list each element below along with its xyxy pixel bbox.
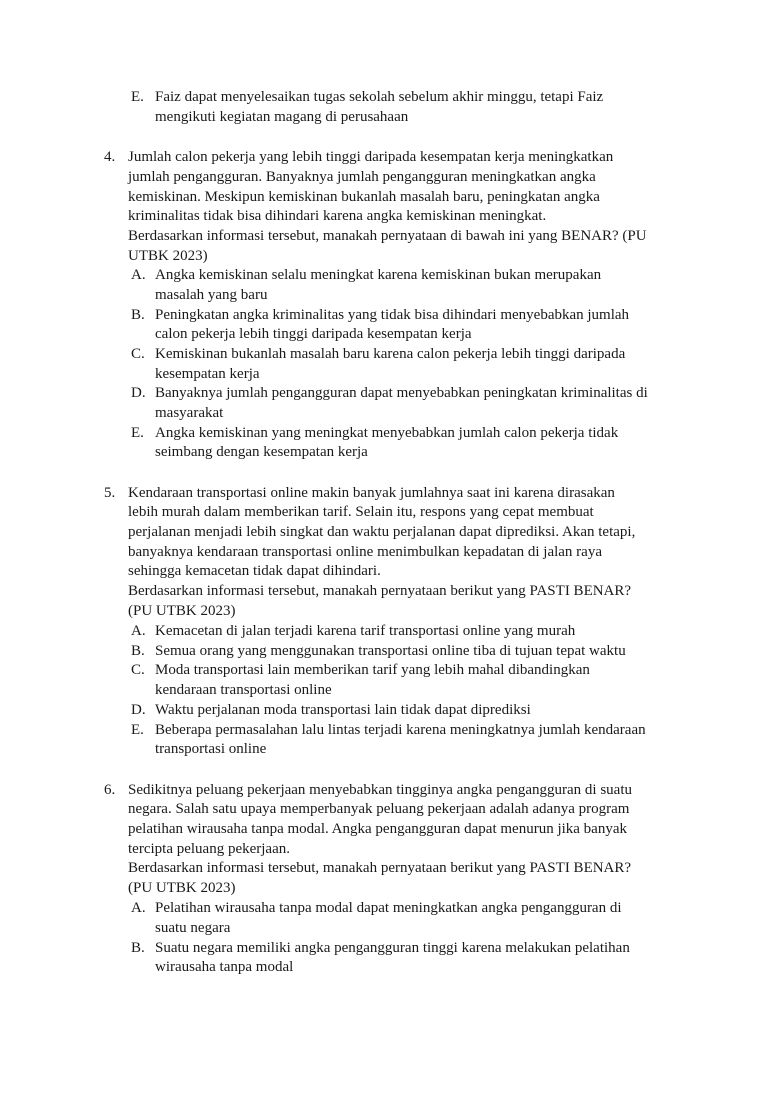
option-text: suatu negara bbox=[155, 920, 231, 936]
option-text: Angka kemiskinan selalu meningkat karena kemiskinan bukan merupakan bbox=[155, 267, 602, 283]
option-letter: D. bbox=[131, 385, 146, 401]
option-text: transportasi online bbox=[155, 741, 267, 757]
option-letter: B. bbox=[131, 643, 145, 659]
option-letter: E. bbox=[131, 722, 144, 738]
option-text: Suatu negara memiliki angka pengangguran tinggi karena melakukan pelatihan bbox=[155, 940, 630, 956]
option-text: Banyaknya jumlah pengangguran dapat menyebabkan peningkatan kriminalitas di bbox=[155, 385, 648, 401]
question-stem-line: Jumlah calon pekerja yang lebih tinggi daripada kesempatan kerja meningkatkan bbox=[128, 149, 614, 165]
question-stem-line: Berdasarkan informasi tersebut, manakah pernyataan di bawah ini yang BENAR? (PU bbox=[128, 228, 647, 244]
question-number: 5. bbox=[104, 485, 116, 501]
question-stem-line: lebih murah dalam memberikan tarif. Selain itu, respons yang cepat membuat bbox=[128, 504, 594, 520]
option-text: mengikuti kegiatan magang di perusahaan bbox=[155, 109, 409, 125]
question-stem-line: Berdasarkan informasi tersebut, manakah pernyataan berikut yang PASTI BENAR? bbox=[128, 583, 632, 599]
option-text: Semua orang yang menggunakan transportasi online tiba di tujuan tepat waktu bbox=[155, 643, 626, 659]
option-text: Faiz dapat menyelesaikan tugas sekolah sebelum akhir minggu, tetapi Faiz bbox=[155, 89, 604, 105]
option-text: Beberapa permasalahan lalu lintas terjadi karena meningkatnya jumlah kendaraan bbox=[155, 722, 646, 738]
question-stem-line: banyaknya kendaraan transportasi online menimbulkan kepadatan di jalan raya bbox=[128, 544, 602, 560]
question-stem-line: kriminalitas tidak bisa dihindari karena angka kemiskinan meningkat. bbox=[128, 208, 547, 224]
option-text: masyarakat bbox=[155, 405, 224, 421]
option-letter: D. bbox=[131, 702, 146, 718]
question-number: 4. bbox=[104, 149, 116, 165]
option-text: Moda transportasi lain memberikan tarif yang lebih mahal dibandingkan bbox=[155, 662, 590, 678]
option-text: wirausaha tanpa modal bbox=[155, 959, 294, 975]
question-stem-line: kemiskinan. Meskipun kemiskinan bukanlah masalah baru, peningkatan angka bbox=[128, 189, 600, 205]
option-text: Peningkatan angka kriminalitas yang tidak bisa dihindari menyebabkan jumlah bbox=[155, 307, 630, 323]
option-letter: E. bbox=[131, 89, 144, 105]
option-text: Kemacetan di jalan terjadi karena tarif transportasi online yang murah bbox=[155, 623, 576, 639]
question-stem-line: Kendaraan transportasi online makin banyak jumlahnya saat ini karena dirasakan bbox=[128, 485, 615, 501]
option-letter: E. bbox=[131, 425, 144, 441]
question-stem-line: (PU UTBK 2023) bbox=[128, 603, 236, 619]
option-letter: C. bbox=[131, 346, 145, 362]
question-stem-line: jumlah pengangguran. Banyaknya jumlah pengangguran meningkatkan angka bbox=[128, 169, 596, 185]
question-stem-line: UTBK 2023) bbox=[128, 248, 208, 264]
option-text: Waktu perjalanan moda transportasi lain tidak dapat diprediksi bbox=[155, 702, 531, 718]
option-letter: B. bbox=[131, 940, 145, 956]
question-stem-line: Sedikitnya peluang pekerjaan menyebabkan tingginya angka pengangguran di suatu bbox=[128, 782, 633, 798]
question-stem-line: pelatihan wirausaha tanpa modal. Angka pengangguran dapat menurun jika banyak bbox=[128, 821, 627, 837]
option-letter: A. bbox=[131, 900, 146, 916]
option-letter: B. bbox=[131, 307, 145, 323]
question-stem-line: sehingga kemacetan tidak dapat dihindari. bbox=[128, 563, 381, 579]
question-number: 6. bbox=[104, 782, 116, 798]
option-text: kesempatan kerja bbox=[155, 366, 260, 382]
question-stem-line: Berdasarkan informasi tersebut, manakah pernyataan berikut yang PASTI BENAR? bbox=[128, 860, 632, 876]
option-text: Pelatihan wirausaha tanpa modal dapat meningkatkan angka pengangguran di bbox=[155, 900, 622, 916]
option-text: kendaraan transportasi online bbox=[155, 682, 332, 698]
option-letter: A. bbox=[131, 623, 146, 639]
option-text: calon pekerja lebih tinggi daripada kesempatan kerja bbox=[155, 326, 472, 342]
question-stem-line: negara. Salah satu upaya memperbanyak peluang pekerjaan adalah adanya program bbox=[128, 801, 630, 817]
option-text: seimbang dengan kesempatan kerja bbox=[155, 444, 368, 460]
option-text: Angka kemiskinan yang meningkat menyebabkan jumlah calon pekerja tidak bbox=[155, 425, 619, 441]
option-text: masalah yang baru bbox=[155, 287, 268, 303]
question-stem-line: tercipta peluang pekerjaan. bbox=[128, 841, 290, 857]
question-stem-line: (PU UTBK 2023) bbox=[128, 880, 236, 896]
option-letter: A. bbox=[131, 267, 146, 283]
question-stem-line: perjalanan menjadi lebih singkat dan waktu perjalanan dapat diprediksi. Akan tetapi, bbox=[128, 524, 636, 540]
option-letter: C. bbox=[131, 662, 145, 678]
option-text: Kemiskinan bukanlah masalah baru karena calon pekerja lebih tinggi daripada bbox=[155, 346, 626, 362]
